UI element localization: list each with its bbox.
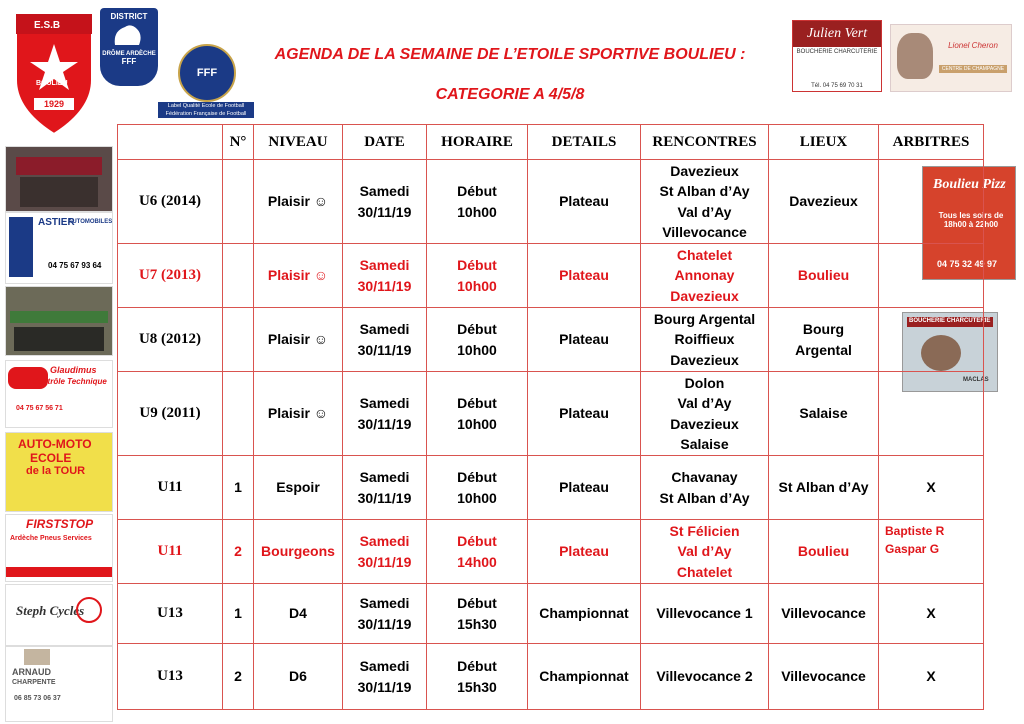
julien-vert-trade: BOUCHERIE CHARCUTERIE bbox=[796, 49, 878, 55]
date-value: 30/11/19 bbox=[357, 489, 412, 506]
cell-num bbox=[223, 372, 254, 456]
cell-category: U7 (2013) bbox=[118, 244, 223, 308]
lieu-name: St Alban d’Ay bbox=[778, 479, 869, 496]
cell-arbitres bbox=[879, 584, 984, 644]
rencontre-team: Roiffieux bbox=[674, 331, 735, 348]
header-date: DATE bbox=[343, 125, 427, 160]
cell-num bbox=[223, 244, 254, 308]
julien-vert-name: Julien Vert bbox=[793, 21, 881, 47]
header-niveau: NIVEAU bbox=[254, 125, 343, 160]
astier-ad bbox=[5, 212, 113, 284]
horaire-value: 15h30 bbox=[457, 678, 497, 695]
rooster-icon bbox=[109, 21, 149, 49]
cell-num: 1 bbox=[223, 584, 254, 644]
rencontre-team: Chatelet bbox=[676, 563, 733, 580]
date-day: Samedi bbox=[359, 533, 410, 549]
rencontre-team: St Alban d’Ay bbox=[659, 489, 750, 506]
date-day: Samedi bbox=[359, 595, 410, 611]
cell-lieux bbox=[769, 372, 879, 456]
lieu-name: Villevocance bbox=[781, 668, 866, 685]
rencontre-team: Val d’Ay bbox=[677, 395, 732, 411]
cell-date bbox=[343, 520, 427, 584]
horaire-value: 10h00 bbox=[457, 203, 497, 220]
cell-lieux bbox=[769, 520, 879, 584]
cell-niveau: D4 bbox=[254, 584, 343, 644]
header-lieux: LIEUX bbox=[769, 125, 879, 160]
cell-category: U6 (2014) bbox=[118, 160, 223, 244]
header-category bbox=[118, 125, 223, 160]
cell-rencontres bbox=[641, 160, 769, 244]
glaudimus-phone: 04 75 67 56 71 bbox=[16, 405, 63, 412]
cell-lieux bbox=[769, 584, 879, 644]
cell-lieux bbox=[769, 160, 879, 244]
date-value: 30/11/19 bbox=[357, 553, 412, 570]
fff-mark: FFF bbox=[178, 44, 236, 102]
table-row bbox=[118, 456, 984, 520]
rencontre-team: Val d’Ay bbox=[677, 203, 732, 220]
cell-arbitres bbox=[879, 372, 984, 456]
date-day: Samedi bbox=[359, 469, 410, 485]
date-value: 30/11/19 bbox=[357, 341, 412, 358]
rencontre-team: Bourg Argental bbox=[653, 310, 756, 327]
rencontre-team: Chatelet bbox=[676, 246, 733, 263]
arnaud-name: ARNAUD bbox=[12, 667, 51, 677]
bicycle-wheel-icon bbox=[76, 597, 102, 623]
horaire-label: Début bbox=[457, 321, 497, 337]
horaire-value: 10h00 bbox=[457, 277, 497, 294]
horaire-label: Début bbox=[457, 658, 497, 674]
fff-label-line2: Fédération Française de Football bbox=[165, 111, 247, 117]
agenda-body bbox=[118, 160, 984, 710]
cell-date bbox=[343, 308, 427, 372]
cell-rencontres bbox=[641, 372, 769, 456]
lieu-name: Salaise bbox=[799, 405, 848, 422]
rencontre-team: Val d’Ay bbox=[677, 543, 732, 560]
firststop-bar bbox=[6, 567, 112, 577]
district-top-text: DISTRICT bbox=[110, 12, 148, 21]
steph-cycles-ad bbox=[5, 584, 113, 646]
lieu-name: Argental bbox=[795, 341, 852, 358]
cell-niveau: Bourgeons bbox=[254, 520, 343, 584]
rencontre-team: St Alban d’Ay bbox=[659, 183, 750, 199]
cell-niveau: Plaisir ☺ bbox=[254, 372, 343, 456]
cell-details: Plateau bbox=[528, 372, 641, 456]
rencontre-team: Villevocance 1 bbox=[656, 605, 753, 622]
cheron-name: Lionel Cheron bbox=[948, 41, 998, 50]
table-row bbox=[118, 520, 984, 584]
cell-date bbox=[343, 372, 427, 456]
esb-name: BOULIEU bbox=[36, 80, 68, 87]
renault-icon bbox=[9, 217, 33, 277]
glaudimus-service: Contrôle Technique bbox=[32, 377, 107, 386]
cell-horaire bbox=[427, 372, 528, 456]
house-icon bbox=[24, 649, 50, 665]
fff-label bbox=[158, 102, 254, 118]
header-rencontres: RENCONTRES bbox=[641, 125, 769, 160]
rencontre-team: Annonay bbox=[674, 267, 735, 284]
cell-date bbox=[343, 244, 427, 308]
arbitre-name: X bbox=[926, 479, 936, 496]
arnaud-charpente-ad bbox=[5, 646, 113, 722]
cheron-bar: CENTRE DE CHAMPAGNE bbox=[939, 65, 1007, 73]
rencontre-team: Chavanay bbox=[671, 469, 738, 485]
cell-date bbox=[343, 584, 427, 644]
storefront-ad bbox=[5, 286, 113, 356]
horaire-value: 10h00 bbox=[457, 341, 497, 358]
header-arbitres: ARBITRES bbox=[879, 125, 984, 160]
table-header-row bbox=[118, 125, 984, 160]
header-num: N° bbox=[223, 125, 254, 160]
portrait-icon bbox=[897, 33, 933, 79]
rencontre-team: Villevocance bbox=[662, 224, 747, 240]
arnaud-sub: CHARPENTE bbox=[12, 679, 56, 686]
header-details: DETAILS bbox=[528, 125, 641, 160]
cell-horaire bbox=[427, 584, 528, 644]
cell-arbitres bbox=[879, 456, 984, 520]
auto-moto-line3: de la TOUR bbox=[26, 465, 86, 477]
horaire-label: Début bbox=[457, 469, 497, 485]
cell-details: Plateau bbox=[528, 520, 641, 584]
agenda-table bbox=[117, 124, 984, 710]
arbitre-name: X bbox=[926, 605, 936, 622]
cell-details: Plateau bbox=[528, 244, 641, 308]
esb-year: 1929 bbox=[44, 99, 65, 109]
cell-arbitres bbox=[879, 308, 984, 372]
date-value: 30/11/19 bbox=[357, 678, 412, 695]
auto-moto-ecole-ad bbox=[5, 432, 113, 512]
steph-cycles-name: Steph Cycles bbox=[16, 603, 85, 618]
arnaud-phone: 06 85 73 06 37 bbox=[14, 695, 61, 702]
astier-sub: AUTOMOBILES bbox=[68, 219, 113, 225]
rencontre-team: Davezieux bbox=[670, 162, 739, 179]
shop-awning bbox=[16, 157, 102, 175]
boucherie-title: BOUCHERIE CHARCUTERIE bbox=[909, 318, 991, 324]
table-row bbox=[118, 584, 984, 644]
cell-date bbox=[343, 456, 427, 520]
cell-category: U11 bbox=[118, 520, 223, 584]
cell-niveau: D6 bbox=[254, 644, 343, 710]
cell-lieux bbox=[769, 456, 879, 520]
cell-num: 2 bbox=[223, 520, 254, 584]
cell-niveau: Espoir bbox=[254, 456, 343, 520]
district-fff: FFF bbox=[121, 57, 137, 66]
district-logo bbox=[100, 8, 158, 86]
table-row bbox=[118, 244, 984, 308]
cell-rencontres bbox=[641, 584, 769, 644]
cell-date bbox=[343, 160, 427, 244]
table-row bbox=[118, 160, 984, 244]
date-value: 30/11/19 bbox=[357, 615, 412, 632]
cell-num bbox=[223, 160, 254, 244]
arbitre-name: Gaspar G bbox=[885, 542, 940, 556]
rencontre-team: Dolon bbox=[684, 374, 725, 391]
storefront-window bbox=[14, 327, 104, 351]
boulieu-pizz-phone: 04 75 32 49 97 bbox=[937, 259, 998, 269]
firststop-name: FIRSTSTOP bbox=[26, 517, 94, 531]
cell-horaire bbox=[427, 308, 528, 372]
esb-logo bbox=[12, 10, 96, 136]
cell-category: U13 bbox=[118, 644, 223, 710]
rencontre-team: Davezieux bbox=[670, 351, 739, 368]
cell-details: Championnat bbox=[528, 644, 641, 710]
cell-rencontres bbox=[641, 456, 769, 520]
lieu-name: Boulieu bbox=[797, 543, 850, 560]
shop-photo-ad bbox=[5, 146, 113, 212]
julien-vert-ad bbox=[792, 20, 882, 92]
date-day: Samedi bbox=[359, 321, 410, 337]
esb-initials: E.S.B bbox=[34, 20, 61, 31]
auto-moto-line2: ECOLE bbox=[30, 451, 72, 465]
cell-arbitres bbox=[879, 160, 984, 244]
firststop-sub: Ardèche Pneus Services bbox=[10, 535, 92, 542]
cell-niveau: Plaisir ☺ bbox=[254, 160, 343, 244]
storefront-sign bbox=[10, 311, 108, 323]
cell-rencontres bbox=[641, 644, 769, 710]
cell-horaire bbox=[427, 520, 528, 584]
date-day: Samedi bbox=[359, 257, 410, 273]
cell-horaire bbox=[427, 244, 528, 308]
cell-num bbox=[223, 308, 254, 372]
boulieu-pizz-hours: Tous les soirs de 18h00 à 22h00 bbox=[938, 211, 1004, 229]
lieu-name: Bourg bbox=[802, 321, 845, 337]
cell-horaire bbox=[427, 456, 528, 520]
horaire-value: 15h30 bbox=[457, 615, 497, 632]
rencontre-team: Davezieux bbox=[670, 287, 739, 304]
horaire-label: Début bbox=[457, 183, 497, 199]
cell-details: Plateau bbox=[528, 160, 641, 244]
rencontre-team: Davezieux bbox=[670, 415, 739, 432]
cell-horaire bbox=[427, 644, 528, 710]
boucherie-sub: MACLAS bbox=[963, 377, 989, 383]
date-day: Samedi bbox=[359, 658, 410, 674]
page-subtitle: CATEGORIE A 4/5/8 bbox=[435, 86, 585, 103]
lieu-name: Davezieux bbox=[789, 193, 858, 210]
date-value: 30/11/19 bbox=[357, 415, 412, 432]
horaire-label: Début bbox=[457, 395, 497, 411]
glaudimus-ad bbox=[5, 360, 113, 428]
district-name: DRÔME ARDÈCHE bbox=[102, 51, 156, 57]
cell-arbitres bbox=[879, 644, 984, 710]
table-row bbox=[118, 372, 984, 456]
cell-category: U11 bbox=[118, 456, 223, 520]
cell-details: Championnat bbox=[528, 584, 641, 644]
cell-rencontres bbox=[641, 244, 769, 308]
cell-details: Plateau bbox=[528, 456, 641, 520]
arbitre-name: X bbox=[926, 668, 936, 685]
fff-label-line1: Label Qualité Ecole de Football bbox=[167, 103, 245, 109]
astier-name: ASTIER bbox=[38, 217, 75, 228]
page-title: AGENDA DE LA SEMAINE DE L’ETOILE SPORTIVE BOULIEU : bbox=[274, 46, 746, 63]
arbitre-name: Baptiste R bbox=[885, 524, 945, 538]
table-row bbox=[118, 644, 984, 710]
cell-num: 1 bbox=[223, 456, 254, 520]
horaire-value: 10h00 bbox=[457, 415, 497, 432]
date-day: Samedi bbox=[359, 395, 410, 411]
lieu-name: Boulieu bbox=[797, 267, 850, 284]
horaire-value: 10h00 bbox=[457, 489, 497, 506]
astier-phone: 04 75 67 93 64 bbox=[48, 261, 102, 270]
cell-arbitres bbox=[879, 244, 984, 308]
julien-vert-phone: Tél. 04 75 69 70 31 bbox=[811, 83, 863, 89]
horaire-label: Début bbox=[457, 533, 497, 549]
cell-arbitres bbox=[879, 520, 984, 584]
cell-num: 2 bbox=[223, 644, 254, 710]
cell-rencontres bbox=[641, 308, 769, 372]
cell-rencontres bbox=[641, 520, 769, 584]
cell-lieux bbox=[769, 644, 879, 710]
cheron-ad bbox=[890, 24, 1012, 92]
cell-category: U13 bbox=[118, 584, 223, 644]
date-day: Samedi bbox=[359, 183, 410, 199]
rencontre-team: Villevocance 2 bbox=[656, 668, 753, 685]
cell-date bbox=[343, 644, 427, 710]
cell-category: U9 (2011) bbox=[118, 372, 223, 456]
cell-horaire bbox=[427, 160, 528, 244]
rencontre-team: Salaise bbox=[680, 436, 729, 452]
cell-lieux bbox=[769, 244, 879, 308]
lieu-name: Villevocance bbox=[781, 605, 866, 622]
date-value: 30/11/19 bbox=[357, 277, 412, 294]
shop-front bbox=[20, 177, 98, 207]
boulieu-pizz-title: Boulieu Pizz bbox=[933, 177, 1006, 192]
cell-details: Plateau bbox=[528, 308, 641, 372]
horaire-value: 14h00 bbox=[457, 553, 497, 570]
auto-moto-line1: AUTO-MOTO bbox=[18, 437, 92, 451]
cell-niveau: Plaisir ☺ bbox=[254, 244, 343, 308]
firststop-ad bbox=[5, 514, 113, 582]
rencontre-team: St Félicien bbox=[669, 522, 740, 539]
glaudimus-name: Glaudimus bbox=[50, 365, 97, 375]
header-horaire: HORAIRE bbox=[427, 125, 528, 160]
cell-category: U8 (2012) bbox=[118, 308, 223, 372]
horaire-label: Début bbox=[457, 595, 497, 611]
horaire-label: Début bbox=[457, 257, 497, 273]
table-row bbox=[118, 308, 984, 372]
cell-niveau: Plaisir ☺ bbox=[254, 308, 343, 372]
cell-lieux bbox=[769, 308, 879, 372]
date-value: 30/11/19 bbox=[357, 203, 412, 220]
